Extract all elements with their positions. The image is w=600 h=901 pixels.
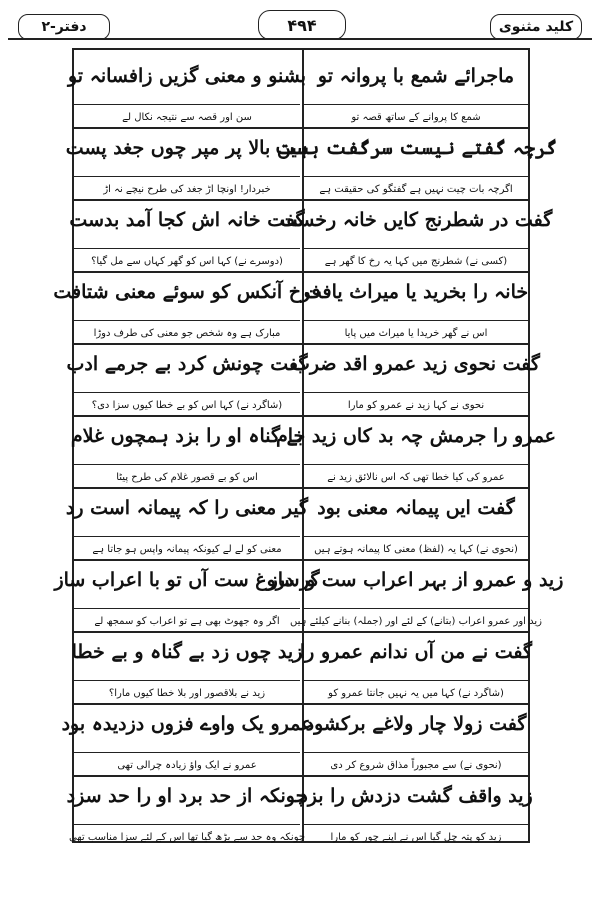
verse-first-half: خانہ را بخرید یا میراث یافت [303,281,529,303]
verse-second-half: گیر معنی را کہ پیمانہ است رد [65,497,309,519]
verse-first-half: گفت نحوی زید عمرو اقد ضرب [292,353,540,375]
verse-second-half: بے گناہ او را بزد ہمچوں غلام [70,425,304,447]
couplet-1 [67,50,528,129]
verse-first-half: زید و عمرو از بہر اعراب ست و ساز [268,569,564,591]
volume-label: دفتر-۲ [18,14,110,40]
translation-first-half: زید کو پتہ چل گیا اس نے اپنے چور کو مارا [304,824,528,849]
verse-second-half: گفت خانہ اش کجا آمد بدست [69,209,305,231]
verse-second-half: چونکہ از حد برد او را حد سزد [66,785,308,807]
translation-second-half: چونکہ وہ حد سے بڑھ گیا تھا اس کے لئے سزا مناسب تھی [74,824,300,849]
verse-second-half: زید چوں زد بے گناہ و بے خطا [71,641,303,663]
couplet-11 [66,770,533,849]
verse-first-half: گفت در شطرنج کایں خانہ رخست [279,209,553,231]
translation-second-half: زید نے بلاقصور اور بلا خطا کیوں مارا؟ [74,680,300,705]
translation-first-half: اس نے گھر خریدا یا میراث میں پایا [304,320,528,345]
couplet-table [53,48,564,843]
book-title: کلید مثنوی [490,14,582,40]
translation-first-half: زید اور عمرو اعراب (بتانے) کے لئے اور (جملہ) بنانے کیلئے ہیں [304,608,528,633]
translation-first-half: نحوی نے کہا زید نے عمرو کو مارا [304,392,528,417]
verse-second-half: ہیں بالا پر مپر چوں جغد پست [65,137,309,159]
couplet-4 [53,266,529,345]
translation-second-half: خبردار! اونچا اڑ جغد کی طرح نیچے نہ اڑ [74,176,300,201]
translation-second-half: (دوسرے نے) کہا اس کو گھر کہاں سے مل گیا؟ [74,248,300,273]
translation-first-half: (نحوی نے) کہا یہ (لفظ) معنی کا پیمانہ ہوتے ہیں [304,536,528,561]
translation-second-half: (شاگرد نے) کہا اس کو بے خطا کیوں سزا دی؟ [74,392,300,417]
translation-first-half: (شاگرد نے) کہا میں یہ نہیں جانتا عمرو کو [304,680,528,705]
verse-first-half: عمرو را جرمش چہ بد کاں زید خام [275,425,557,447]
couplet-5 [66,338,540,417]
verse-first-half: گفت نے من آں ندانم عمرو را [299,641,533,663]
translation-second-half: معنی کو لے لے کیونکہ پیمانہ واپس ہو جاتا ہے [74,536,300,561]
translation-second-half: عمرو نے ایک واؤ زیادہ چرالی تھی [74,752,300,777]
verse-second-half: عمرو یک واوے فزوں دزدیدہ بود [61,713,313,735]
translation-second-half: سن اور قصہ سے نتیجہ نکال لے [74,104,300,129]
header-rule [8,38,592,40]
verse-first-half: زید واقف گشت دزدش را بزد [299,785,533,807]
couplet-9 [71,626,533,705]
verse-first-half: گفت زولا چار ولاغے برکشود [305,713,527,735]
page-header [8,6,592,44]
page-number: ۴۹۴ [258,10,346,40]
couplet-3 [69,194,553,273]
verse-second-half: گفت چونش کرد بے جرمے ادب [66,353,308,375]
translation-first-half: (نحوی نے) سے مجبوراً مذاق شروع کر دی [304,752,528,777]
verse-second-half: گر دروغ ست آں تو با اعراب ساز [54,569,320,591]
translation-second-half: اگر وہ جھوٹ بھی ہے تو اعراب کو سمجھ لے [74,608,300,633]
verse-first-half: ماجرائے شمع با پروانہ تو [317,65,515,87]
translation-first-half: عمرو کی کیا خطا تھی کہ اس نالائق زید نے [304,464,528,489]
couplet-2 [65,122,558,201]
verse-first-half: گرچہ گفتے نیست سرگفت ہست [274,137,558,159]
verse-second-half: بشنو و معنی گزیں زافسانہ تو [67,65,307,87]
translation-first-half: شمع کا پروانے کے ساتھ قصہ تو [304,104,528,129]
translation-second-half: اس کو بے قصور غلام کی طرح پیٹا [74,464,300,489]
translation-first-half: (کسی نے) شطرنج میں کہا یہ رخ کا گھر ہے [304,248,528,273]
verse-second-half: فرخ آنکس کو سوئے معنی شتافت [53,281,321,303]
translation-second-half: مبارک ہے وہ شخص جو معنی کی طرف دوڑا [74,320,300,345]
couplet-10 [61,698,528,777]
couplet-6 [70,410,557,489]
couplet-7 [65,482,528,561]
couplet-8 [54,554,564,633]
translation-first-half: اگرچہ بات چیت نہیں ہے گفتگو کی حقیقت ہے [304,176,528,201]
verse-first-half: گفت ایں پیمانہ معنی بود [317,497,515,519]
